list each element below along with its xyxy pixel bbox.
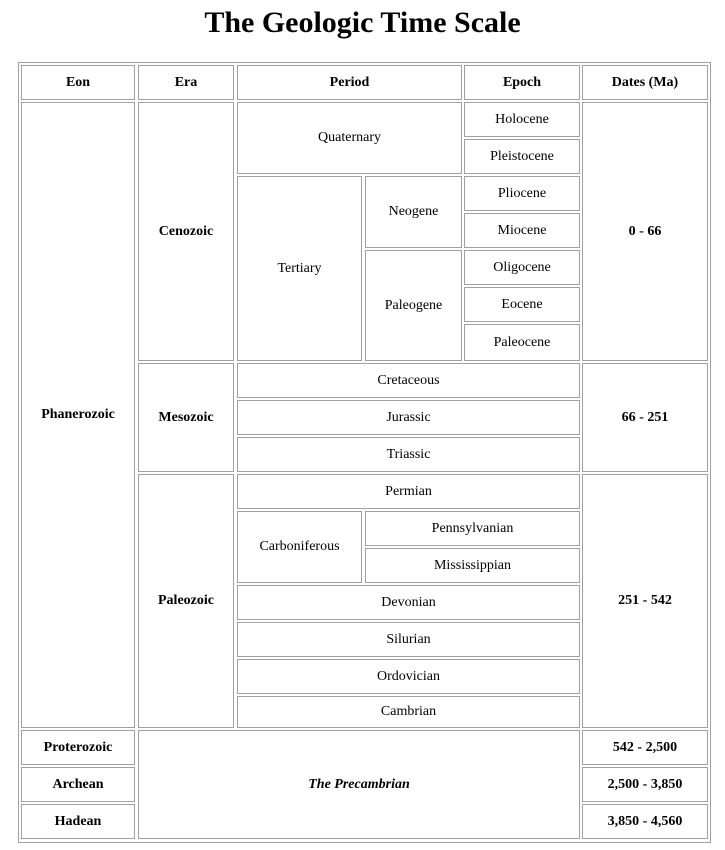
epoch-holocene: Holocene bbox=[464, 102, 580, 137]
period-jurassic: Jurassic bbox=[237, 400, 580, 435]
page-title: The Geologic Time Scale bbox=[204, 6, 521, 39]
era-precambrian: The Precambrian bbox=[138, 730, 580, 839]
header-period: Period bbox=[237, 65, 462, 100]
period-quaternary: Quaternary bbox=[237, 102, 462, 174]
header-dates: Dates (Ma) bbox=[582, 65, 708, 100]
eon-hadean: Hadean bbox=[21, 804, 135, 839]
period-pennsylvanian: Pennsylvanian bbox=[365, 511, 580, 546]
eon-phanerozoic: Phanerozoic bbox=[21, 102, 135, 728]
dates-proterozoic: 542 - 2,500 bbox=[582, 730, 708, 765]
epoch-paleocene: Paleocene bbox=[464, 324, 580, 361]
period-mississippian: Mississippian bbox=[365, 548, 580, 583]
dates-cenozoic: 0 - 66 bbox=[582, 102, 708, 361]
period-permian: Permian bbox=[237, 474, 580, 509]
period-carboniferous: Carboniferous bbox=[237, 511, 362, 583]
epoch-pleistocene: Pleistocene bbox=[464, 139, 580, 174]
header-eon: Eon bbox=[21, 65, 135, 100]
period-tertiary: Tertiary bbox=[237, 176, 362, 361]
dates-hadean: 3,850 - 4,560 bbox=[582, 804, 708, 839]
epoch-eocene: Eocene bbox=[464, 287, 580, 322]
period-cretaceous: Cretaceous bbox=[237, 363, 580, 398]
geologic-time-table bbox=[18, 62, 711, 843]
header-era: Era bbox=[138, 65, 234, 100]
eon-archean: Archean bbox=[21, 767, 135, 802]
period-ordovician: Ordovician bbox=[237, 659, 580, 694]
epoch-miocene: Miocene bbox=[464, 213, 580, 248]
era-cenozoic: Cenozoic bbox=[138, 102, 234, 361]
epoch-oligocene: Oligocene bbox=[464, 250, 580, 285]
eon-proterozoic: Proterozoic bbox=[21, 730, 135, 765]
header-epoch: Epoch bbox=[464, 65, 580, 100]
epoch-pliocene: Pliocene bbox=[464, 176, 580, 211]
era-mesozoic: Mesozoic bbox=[138, 363, 234, 472]
period-devonian: Devonian bbox=[237, 585, 580, 620]
period-cambrian: Cambrian bbox=[237, 696, 580, 728]
period-paleogene: Paleogene bbox=[365, 250, 462, 361]
period-triassic: Triassic bbox=[237, 437, 580, 472]
dates-mesozoic: 66 - 251 bbox=[582, 363, 708, 472]
dates-paleozoic: 251 - 542 bbox=[582, 474, 708, 728]
period-silurian: Silurian bbox=[237, 622, 580, 657]
period-neogene: Neogene bbox=[365, 176, 462, 248]
dates-archean: 2,500 - 3,850 bbox=[582, 767, 708, 802]
era-paleozoic: Paleozoic bbox=[138, 474, 234, 728]
